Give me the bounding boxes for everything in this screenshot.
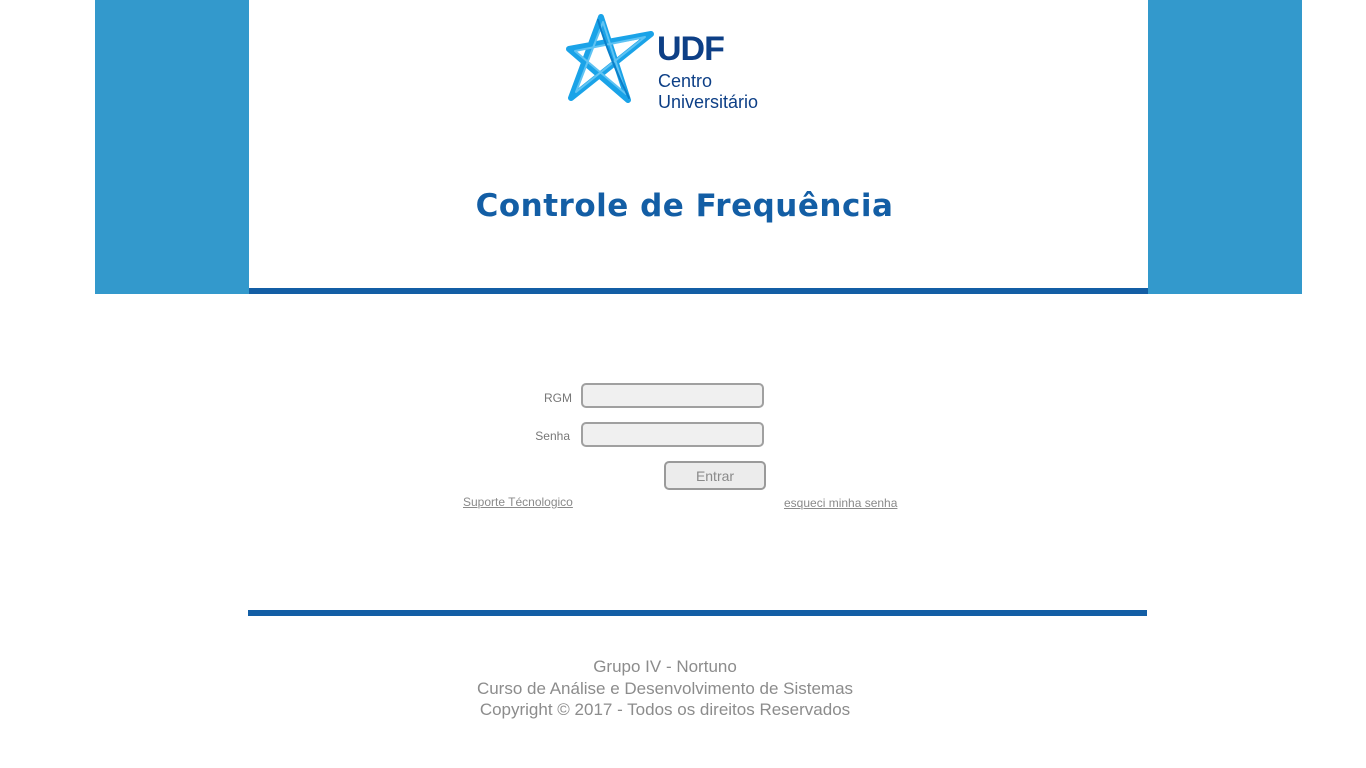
footer-group: Grupo IV - Nortuno xyxy=(593,657,737,676)
footer-copyright: Copyright © 2017 - Todos os direitos Reservados xyxy=(479,700,851,719)
login-button[interactable]: Entrar xyxy=(664,461,766,490)
star-icon xyxy=(565,14,657,106)
rgm-label: RGM xyxy=(544,391,572,405)
support-link[interactable]: Suporte Técnologico xyxy=(463,495,573,509)
header-side-band-left xyxy=(95,0,249,294)
footer-divider xyxy=(248,610,1147,616)
password-label: Senha xyxy=(535,429,570,443)
password-input[interactable] xyxy=(581,422,764,447)
rgm-input[interactable] xyxy=(581,383,764,408)
logo-line-1: Centro xyxy=(658,71,713,91)
header-side-band-right xyxy=(1148,0,1302,294)
forgot-password-link[interactable]: esqueci minha senha xyxy=(784,496,898,510)
page-title: Controle de Frequência xyxy=(475,188,894,224)
logo-brand-text: UDF xyxy=(657,30,724,68)
udf-logo xyxy=(565,14,775,114)
header-divider xyxy=(249,288,1148,294)
logo-line-2: Universitário xyxy=(658,92,759,112)
footer-course: Curso de Análise e Desenvolvimento de Sistemas xyxy=(476,679,854,698)
